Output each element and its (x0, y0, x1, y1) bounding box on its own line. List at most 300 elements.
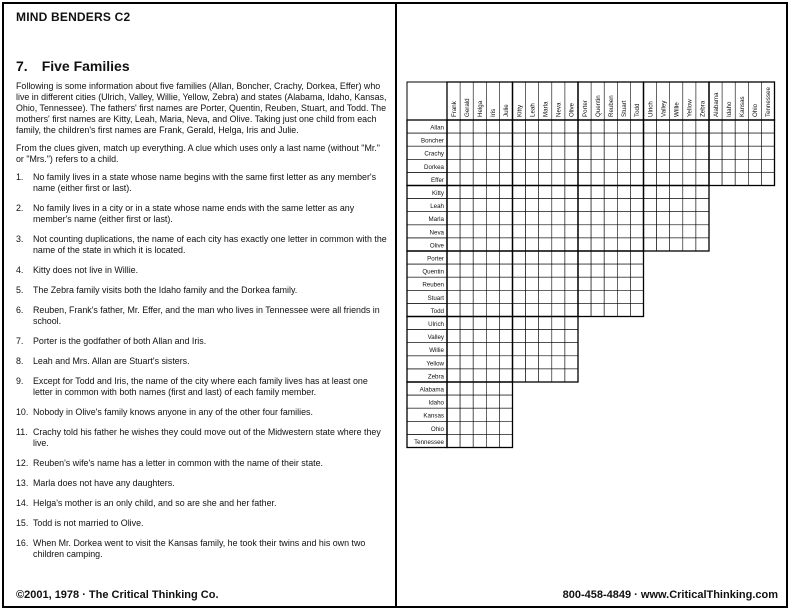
grid-cell[interactable] (552, 238, 565, 251)
grid-cell[interactable] (513, 172, 526, 185)
grid-cell[interactable] (578, 159, 591, 172)
grid-cell[interactable] (473, 317, 486, 330)
grid-cell[interactable] (565, 212, 578, 225)
grid-cell[interactable] (644, 186, 657, 199)
grid-cell[interactable] (657, 120, 670, 133)
grid-cell[interactable] (565, 238, 578, 251)
grid-cell[interactable] (499, 434, 512, 447)
grid-cell[interactable] (513, 277, 526, 290)
grid-cell[interactable] (460, 146, 473, 159)
grid-cell[interactable] (539, 120, 552, 133)
grid-cell[interactable] (526, 212, 539, 225)
grid-cell[interactable] (460, 290, 473, 303)
grid-cell[interactable] (565, 303, 578, 316)
grid-cell[interactable] (486, 290, 499, 303)
grid-cell[interactable] (486, 251, 499, 264)
grid-cell[interactable] (696, 146, 709, 159)
grid-cell[interactable] (526, 277, 539, 290)
grid-cell[interactable] (604, 264, 617, 277)
grid-cell[interactable] (617, 120, 630, 133)
grid-cell[interactable] (644, 225, 657, 238)
grid-cell[interactable] (617, 290, 630, 303)
grid-cell[interactable] (630, 238, 643, 251)
grid-cell[interactable] (591, 212, 604, 225)
grid-cell[interactable] (617, 199, 630, 212)
grid-cell[interactable] (460, 238, 473, 251)
grid-cell[interactable] (499, 290, 512, 303)
grid-cell[interactable] (670, 199, 683, 212)
grid-cell[interactable] (460, 303, 473, 316)
grid-cell[interactable] (526, 343, 539, 356)
grid-cell[interactable] (447, 172, 460, 185)
grid-cell[interactable] (486, 146, 499, 159)
grid-cell[interactable] (486, 408, 499, 421)
grid-cell[interactable] (447, 277, 460, 290)
grid-cell[interactable] (447, 120, 460, 133)
grid-cell[interactable] (683, 133, 696, 146)
grid-cell[interactable] (526, 356, 539, 369)
grid-cell[interactable] (473, 277, 486, 290)
grid-cell[interactable] (473, 159, 486, 172)
grid-cell[interactable] (499, 356, 512, 369)
grid-cell[interactable] (709, 120, 722, 133)
grid-cell[interactable] (486, 120, 499, 133)
grid-cell[interactable] (657, 186, 670, 199)
grid-cell[interactable] (722, 146, 735, 159)
grid-cell[interactable] (486, 186, 499, 199)
grid-cell[interactable] (513, 212, 526, 225)
grid-cell[interactable] (630, 186, 643, 199)
grid-cell[interactable] (696, 120, 709, 133)
grid-cell[interactable] (499, 186, 512, 199)
grid-cell[interactable] (526, 186, 539, 199)
grid-cell[interactable] (644, 120, 657, 133)
grid-cell[interactable] (513, 303, 526, 316)
grid-cell[interactable] (486, 343, 499, 356)
grid-cell[interactable] (552, 290, 565, 303)
grid-cell[interactable] (552, 120, 565, 133)
grid-cell[interactable] (696, 186, 709, 199)
grid-cell[interactable] (591, 186, 604, 199)
grid-cell[interactable] (447, 421, 460, 434)
grid-cell[interactable] (670, 133, 683, 146)
grid-cell[interactable] (657, 199, 670, 212)
grid-cell[interactable] (447, 408, 460, 421)
grid-cell[interactable] (473, 133, 486, 146)
grid-cell[interactable] (552, 146, 565, 159)
grid-cell[interactable] (552, 343, 565, 356)
grid-cell[interactable] (486, 369, 499, 382)
grid-cell[interactable] (630, 172, 643, 185)
grid-cell[interactable] (473, 290, 486, 303)
grid-cell[interactable] (526, 133, 539, 146)
grid-cell[interactable] (565, 146, 578, 159)
grid-cell[interactable] (552, 133, 565, 146)
grid-cell[interactable] (486, 199, 499, 212)
grid-cell[interactable] (539, 251, 552, 264)
grid-cell[interactable] (552, 369, 565, 382)
grid-cell[interactable] (761, 172, 774, 185)
grid-cell[interactable] (447, 225, 460, 238)
grid-cell[interactable] (696, 238, 709, 251)
grid-cell[interactable] (578, 199, 591, 212)
grid-cell[interactable] (513, 343, 526, 356)
grid-cell[interactable] (526, 172, 539, 185)
grid-cell[interactable] (696, 159, 709, 172)
grid-cell[interactable] (473, 395, 486, 408)
grid-cell[interactable] (473, 120, 486, 133)
grid-cell[interactable] (604, 172, 617, 185)
grid-cell[interactable] (539, 343, 552, 356)
grid-cell[interactable] (565, 356, 578, 369)
grid-cell[interactable] (499, 277, 512, 290)
grid-cell[interactable] (670, 159, 683, 172)
grid-cell[interactable] (617, 212, 630, 225)
grid-cell[interactable] (670, 172, 683, 185)
grid-cell[interactable] (473, 369, 486, 382)
grid-cell[interactable] (499, 133, 512, 146)
grid-cell[interactable] (539, 212, 552, 225)
grid-cell[interactable] (447, 395, 460, 408)
grid-cell[interactable] (604, 146, 617, 159)
grid-cell[interactable] (499, 408, 512, 421)
grid-cell[interactable] (644, 146, 657, 159)
grid-cell[interactable] (499, 238, 512, 251)
grid-cell[interactable] (460, 133, 473, 146)
grid-cell[interactable] (578, 120, 591, 133)
grid-cell[interactable] (486, 303, 499, 316)
grid-cell[interactable] (761, 159, 774, 172)
grid-cell[interactable] (552, 317, 565, 330)
grid-cell[interactable] (696, 212, 709, 225)
grid-cell[interactable] (473, 199, 486, 212)
grid-cell[interactable] (460, 395, 473, 408)
grid-cell[interactable] (539, 277, 552, 290)
grid-cell[interactable] (486, 264, 499, 277)
grid-cell[interactable] (617, 251, 630, 264)
grid-cell[interactable] (630, 146, 643, 159)
grid-cell[interactable] (552, 330, 565, 343)
grid-cell[interactable] (486, 382, 499, 395)
grid-cell[interactable] (447, 317, 460, 330)
grid-cell[interactable] (644, 238, 657, 251)
grid-cell[interactable] (696, 133, 709, 146)
grid-cell[interactable] (473, 303, 486, 316)
grid-cell[interactable] (552, 172, 565, 185)
grid-cell[interactable] (499, 120, 512, 133)
grid-cell[interactable] (630, 212, 643, 225)
grid-cell[interactable] (552, 225, 565, 238)
grid-cell[interactable] (447, 238, 460, 251)
grid-cell[interactable] (578, 290, 591, 303)
grid-cell[interactable] (526, 238, 539, 251)
grid-cell[interactable] (486, 356, 499, 369)
grid-cell[interactable] (499, 212, 512, 225)
grid-cell[interactable] (526, 159, 539, 172)
grid-cell[interactable] (578, 212, 591, 225)
grid-cell[interactable] (513, 159, 526, 172)
grid-cell[interactable] (460, 356, 473, 369)
grid-cell[interactable] (604, 277, 617, 290)
grid-cell[interactable] (499, 382, 512, 395)
grid-cell[interactable] (748, 146, 761, 159)
grid-cell[interactable] (473, 172, 486, 185)
grid-cell[interactable] (735, 120, 748, 133)
grid-cell[interactable] (460, 120, 473, 133)
grid-cell[interactable] (683, 199, 696, 212)
grid-cell[interactable] (486, 434, 499, 447)
grid-cell[interactable] (591, 159, 604, 172)
grid-cell[interactable] (460, 186, 473, 199)
grid-cell[interactable] (552, 303, 565, 316)
grid-cell[interactable] (460, 277, 473, 290)
grid-cell[interactable] (604, 290, 617, 303)
grid-cell[interactable] (604, 199, 617, 212)
grid-cell[interactable] (486, 421, 499, 434)
grid-cell[interactable] (486, 330, 499, 343)
grid-cell[interactable] (722, 120, 735, 133)
grid-cell[interactable] (591, 225, 604, 238)
grid-cell[interactable] (565, 251, 578, 264)
grid-cell[interactable] (526, 146, 539, 159)
grid-cell[interactable] (565, 225, 578, 238)
grid-cell[interactable] (552, 264, 565, 277)
grid-cell[interactable] (499, 172, 512, 185)
grid-cell[interactable] (591, 303, 604, 316)
grid-cell[interactable] (486, 317, 499, 330)
grid-cell[interactable] (630, 251, 643, 264)
grid-cell[interactable] (499, 343, 512, 356)
grid-cell[interactable] (473, 238, 486, 251)
grid-cell[interactable] (761, 120, 774, 133)
grid-cell[interactable] (460, 408, 473, 421)
grid-cell[interactable] (617, 186, 630, 199)
grid-cell[interactable] (447, 290, 460, 303)
grid-cell[interactable] (604, 251, 617, 264)
grid-cell[interactable] (617, 225, 630, 238)
grid-cell[interactable] (486, 238, 499, 251)
grid-cell[interactable] (617, 238, 630, 251)
grid-cell[interactable] (657, 159, 670, 172)
grid-cell[interactable] (630, 277, 643, 290)
grid-cell[interactable] (591, 290, 604, 303)
grid-cell[interactable] (473, 225, 486, 238)
grid-cell[interactable] (513, 186, 526, 199)
grid-cell[interactable] (670, 186, 683, 199)
grid-cell[interactable] (460, 382, 473, 395)
grid-cell[interactable] (513, 317, 526, 330)
grid-cell[interactable] (473, 251, 486, 264)
grid-cell[interactable] (552, 199, 565, 212)
grid-cell[interactable] (499, 225, 512, 238)
grid-cell[interactable] (565, 330, 578, 343)
grid-cell[interactable] (447, 434, 460, 447)
grid-cell[interactable] (552, 251, 565, 264)
grid-cell[interactable] (473, 408, 486, 421)
grid-cell[interactable] (630, 303, 643, 316)
grid-cell[interactable] (709, 146, 722, 159)
grid-cell[interactable] (513, 225, 526, 238)
grid-cell[interactable] (486, 172, 499, 185)
grid-cell[interactable] (722, 172, 735, 185)
grid-cell[interactable] (578, 186, 591, 199)
grid-cell[interactable] (696, 225, 709, 238)
grid-cell[interactable] (499, 199, 512, 212)
grid-cell[interactable] (578, 238, 591, 251)
grid-cell[interactable] (539, 330, 552, 343)
grid-cell[interactable] (657, 172, 670, 185)
grid-cell[interactable] (539, 356, 552, 369)
grid-cell[interactable] (735, 159, 748, 172)
grid-cell[interactable] (591, 264, 604, 277)
grid-cell[interactable] (617, 264, 630, 277)
grid-cell[interactable] (460, 343, 473, 356)
grid-cell[interactable] (604, 133, 617, 146)
grid-cell[interactable] (748, 172, 761, 185)
grid-cell[interactable] (709, 159, 722, 172)
grid-cell[interactable] (604, 225, 617, 238)
grid-cell[interactable] (499, 251, 512, 264)
grid-cell[interactable] (499, 369, 512, 382)
grid-cell[interactable] (473, 343, 486, 356)
grid-cell[interactable] (565, 343, 578, 356)
grid-cell[interactable] (460, 199, 473, 212)
grid-cell[interactable] (447, 369, 460, 382)
grid-cell[interactable] (513, 133, 526, 146)
grid-cell[interactable] (499, 330, 512, 343)
grid-cell[interactable] (683, 172, 696, 185)
grid-cell[interactable] (630, 120, 643, 133)
grid-cell[interactable] (460, 330, 473, 343)
grid-cell[interactable] (565, 369, 578, 382)
grid-cell[interactable] (539, 369, 552, 382)
grid-cell[interactable] (473, 356, 486, 369)
grid-cell[interactable] (499, 146, 512, 159)
grid-cell[interactable] (630, 159, 643, 172)
grid-cell[interactable] (473, 330, 486, 343)
grid-cell[interactable] (670, 212, 683, 225)
grid-cell[interactable] (513, 146, 526, 159)
grid-cell[interactable] (499, 264, 512, 277)
grid-cell[interactable] (526, 199, 539, 212)
grid-cell[interactable] (526, 251, 539, 264)
grid-cell[interactable] (447, 356, 460, 369)
grid-cell[interactable] (578, 133, 591, 146)
grid-cell[interactable] (735, 133, 748, 146)
grid-cell[interactable] (460, 159, 473, 172)
grid-cell[interactable] (460, 434, 473, 447)
grid-cell[interactable] (473, 212, 486, 225)
grid-cell[interactable] (552, 212, 565, 225)
grid-cell[interactable] (486, 133, 499, 146)
grid-cell[interactable] (644, 199, 657, 212)
grid-cell[interactable] (565, 317, 578, 330)
grid-cell[interactable] (604, 212, 617, 225)
grid-cell[interactable] (748, 159, 761, 172)
grid-cell[interactable] (578, 146, 591, 159)
grid-cell[interactable] (709, 133, 722, 146)
grid-cell[interactable] (473, 186, 486, 199)
grid-cell[interactable] (513, 251, 526, 264)
grid-cell[interactable] (539, 186, 552, 199)
grid-cell[interactable] (539, 146, 552, 159)
grid-cell[interactable] (604, 159, 617, 172)
grid-cell[interactable] (499, 395, 512, 408)
grid-cell[interactable] (473, 146, 486, 159)
grid-cell[interactable] (539, 199, 552, 212)
grid-cell[interactable] (460, 225, 473, 238)
grid-cell[interactable] (460, 421, 473, 434)
grid-cell[interactable] (630, 225, 643, 238)
grid-cell[interactable] (565, 172, 578, 185)
grid-cell[interactable] (644, 133, 657, 146)
grid-cell[interactable] (591, 172, 604, 185)
grid-cell[interactable] (683, 212, 696, 225)
grid-cell[interactable] (578, 251, 591, 264)
grid-cell[interactable] (683, 159, 696, 172)
grid-cell[interactable] (473, 382, 486, 395)
grid-cell[interactable] (447, 303, 460, 316)
grid-cell[interactable] (604, 238, 617, 251)
grid-cell[interactable] (761, 146, 774, 159)
grid-cell[interactable] (447, 264, 460, 277)
grid-cell[interactable] (447, 159, 460, 172)
grid-cell[interactable] (578, 277, 591, 290)
grid-cell[interactable] (591, 120, 604, 133)
grid-cell[interactable] (644, 172, 657, 185)
grid-cell[interactable] (552, 186, 565, 199)
grid-cell[interactable] (683, 225, 696, 238)
grid-cell[interactable] (617, 277, 630, 290)
grid-cell[interactable] (526, 317, 539, 330)
grid-cell[interactable] (526, 120, 539, 133)
grid-cell[interactable] (460, 251, 473, 264)
grid-cell[interactable] (447, 343, 460, 356)
grid-cell[interactable] (630, 133, 643, 146)
grid-cell[interactable] (670, 146, 683, 159)
grid-cell[interactable] (565, 290, 578, 303)
grid-cell[interactable] (644, 159, 657, 172)
grid-cell[interactable] (499, 421, 512, 434)
grid-cell[interactable] (526, 369, 539, 382)
grid-cell[interactable] (499, 317, 512, 330)
grid-cell[interactable] (526, 290, 539, 303)
grid-cell[interactable] (486, 395, 499, 408)
grid-cell[interactable] (486, 277, 499, 290)
grid-cell[interactable] (670, 225, 683, 238)
grid-cell[interactable] (657, 212, 670, 225)
grid-cell[interactable] (565, 120, 578, 133)
grid-cell[interactable] (617, 172, 630, 185)
grid-cell[interactable] (447, 186, 460, 199)
grid-cell[interactable] (513, 356, 526, 369)
grid-cell[interactable] (748, 133, 761, 146)
grid-cell[interactable] (630, 264, 643, 277)
grid-cell[interactable] (630, 199, 643, 212)
grid-cell[interactable] (447, 133, 460, 146)
grid-cell[interactable] (617, 159, 630, 172)
grid-cell[interactable] (552, 159, 565, 172)
grid-cell[interactable] (460, 317, 473, 330)
grid-cell[interactable] (761, 133, 774, 146)
grid-cell[interactable] (539, 238, 552, 251)
grid-cell[interactable] (447, 382, 460, 395)
grid-cell[interactable] (735, 146, 748, 159)
grid-cell[interactable] (630, 290, 643, 303)
grid-cell[interactable] (486, 159, 499, 172)
grid-cell[interactable] (539, 264, 552, 277)
grid-cell[interactable] (526, 303, 539, 316)
